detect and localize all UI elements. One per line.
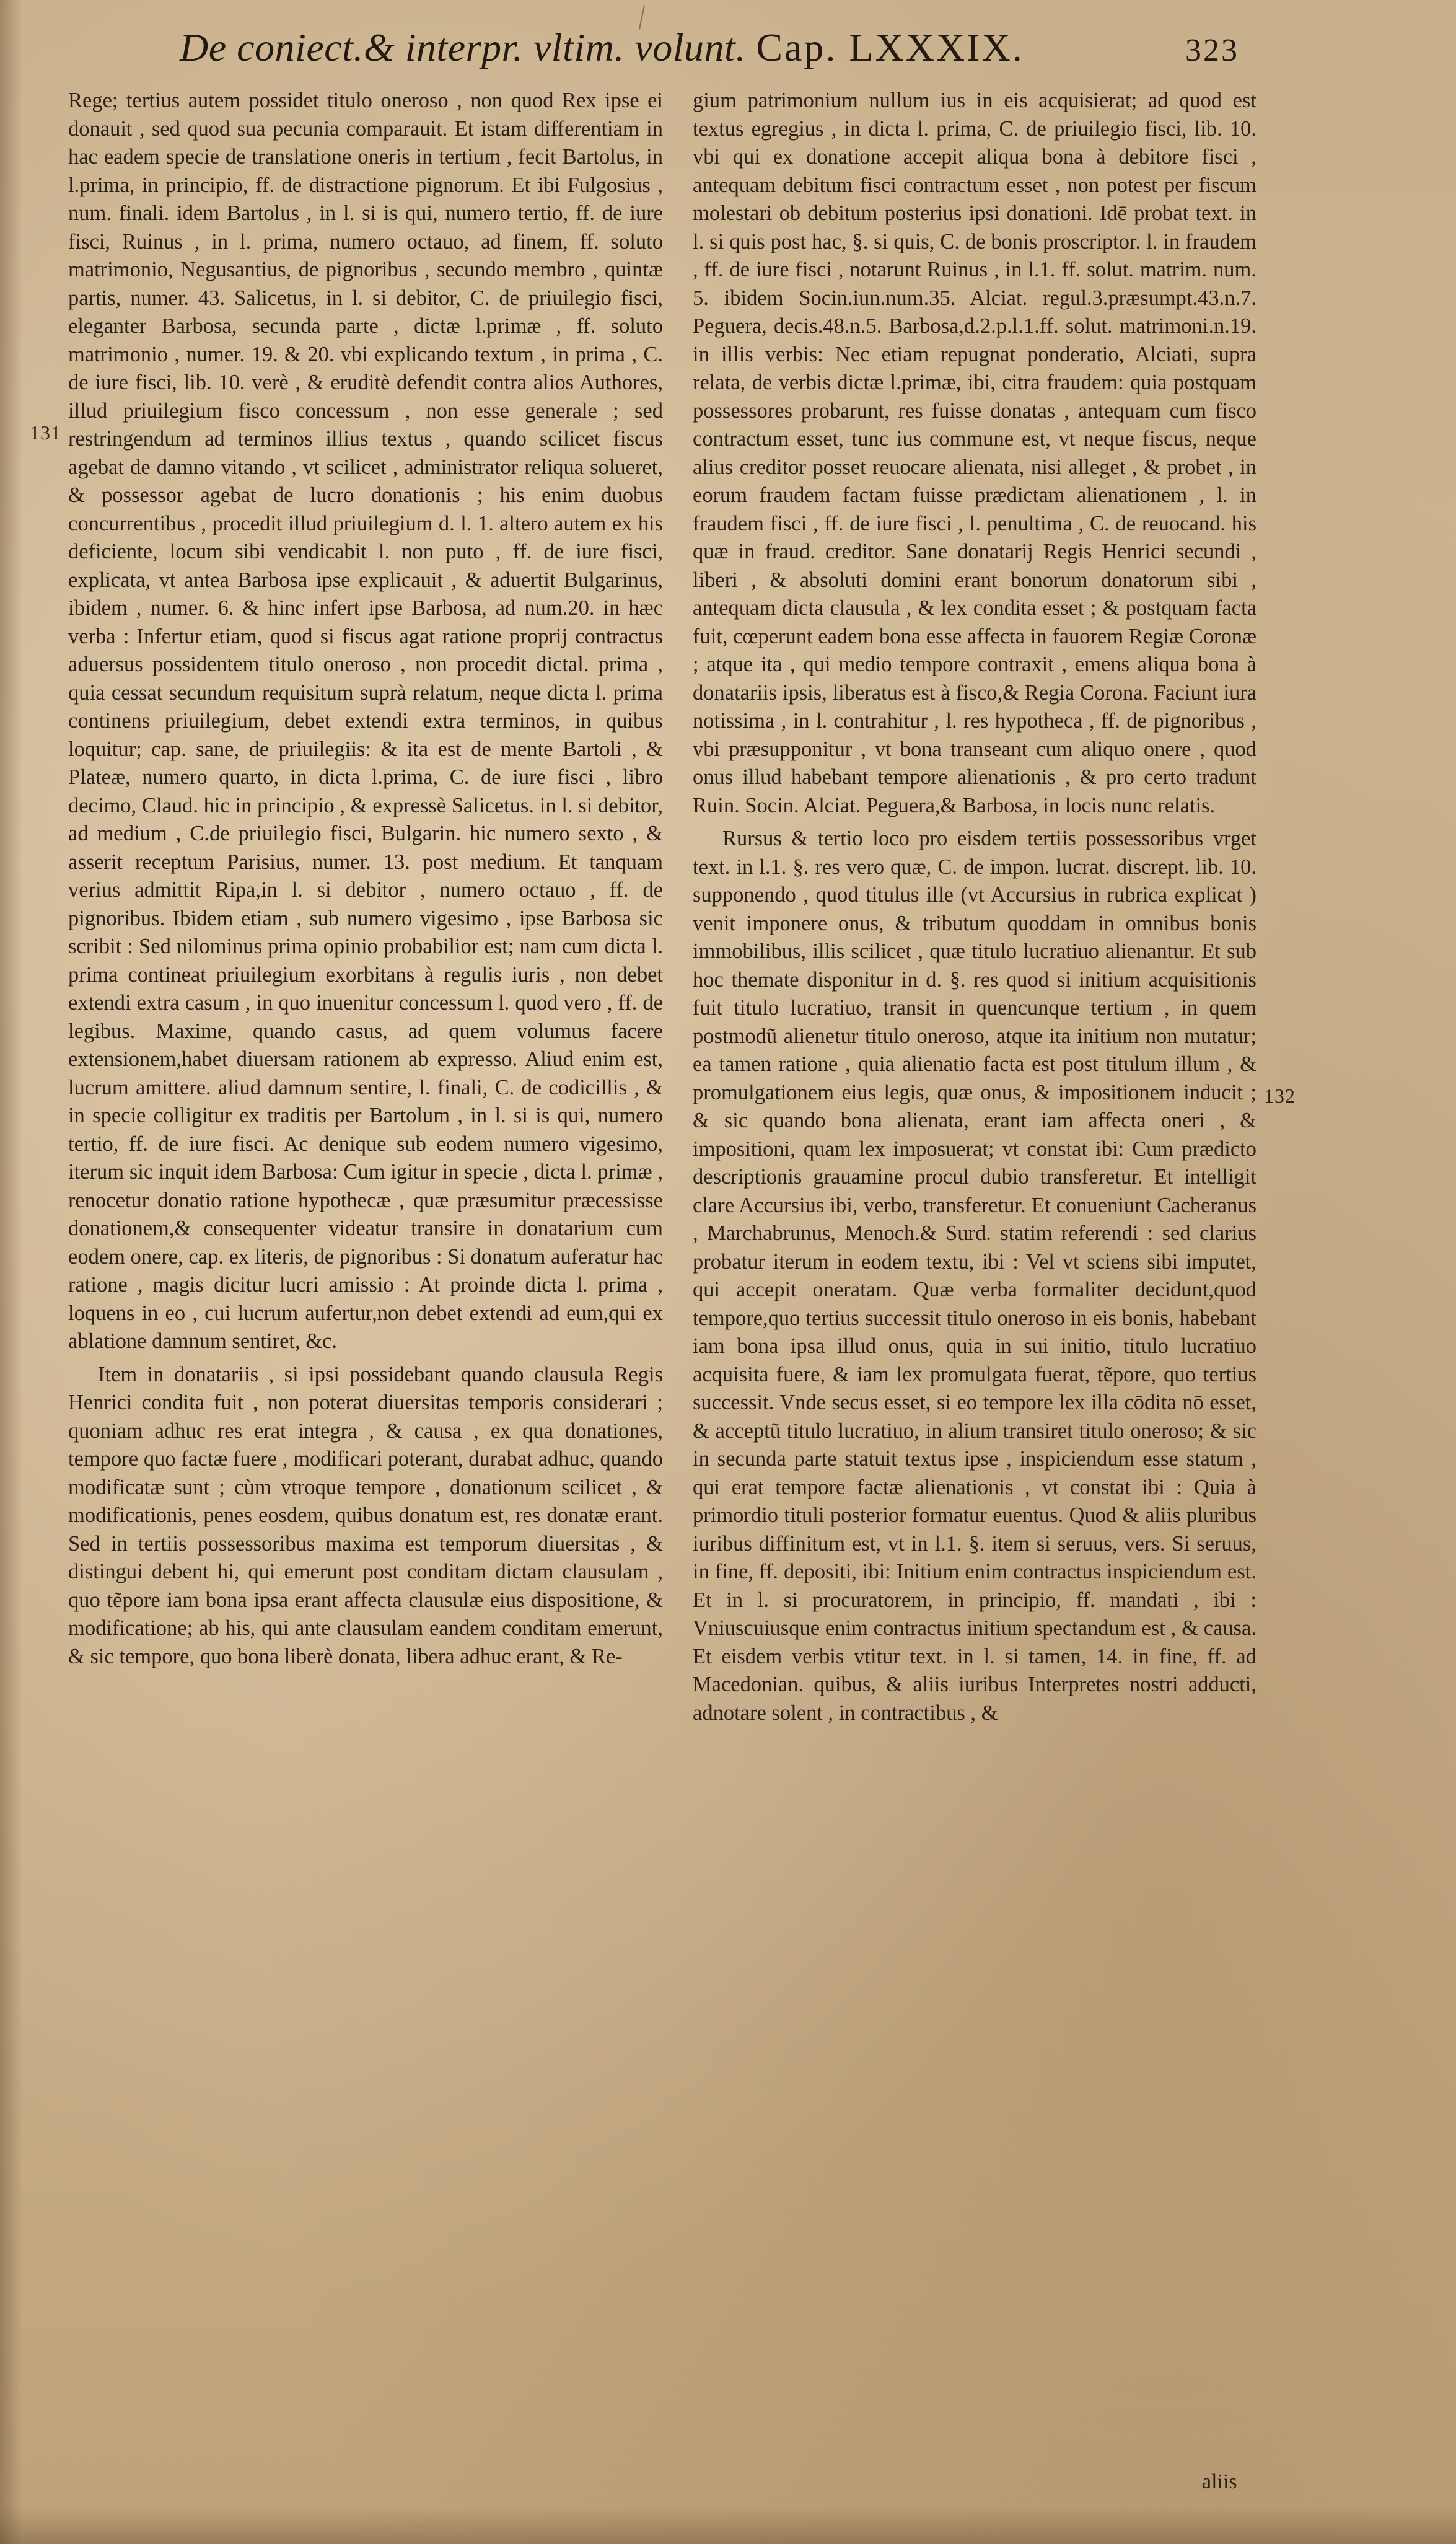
chapter-label: Cap. LXXXIX. [756, 25, 1024, 69]
paragraph: Item in donatariis , si ipsi possidebant quando clausula Regis Henrici condita fuit , non poterat diuersitas temporis considerari ; quoniam adhuc res erat integra , & causa , ex qua donationes, tempore quo factæ fuere , modificari poterant, durabat adhuc, quando modificatæ sunt ; cùm vtroque tempore , donationum scilicet , & modificationis, penes eosdem, quibus donatum est, res donatæ erant. Sed in tertiis possessoribus maxima est temporum diuersitas , & distingui debent hi, qui emerunt post conditam dictam clausulam , quo tẽpore iam bona ipsa erant affecta clausulæ eius dispositione, & modificatione; ab his, qui ante clausulam eandem conditam emerunt, & sic tempore, quo bona liberè donata, libera adhuc erant, & Re- [68, 1362, 663, 1668]
left-column [68, 87, 663, 1671]
page-number: 323 [1185, 33, 1239, 68]
page-edge-shadow [0, 0, 22, 2544]
catchword: aliis [1202, 2470, 1237, 2493]
margin-note-left: 131 [30, 421, 61, 444]
running-title-text: De coniect.& interpr. vltim. volunt. [180, 25, 746, 69]
running-header [180, 25, 1258, 87]
paragraph: Rursus & tertio loco pro eisdem tertiis possessoribus vrget text. in l.1. §. res vero quæ, C. de impon. lucrat. discrept. lib. 10. supponendo , quod titulus ille (vt Accursius in rubrica explicat ) venit imponere onus, & tributum quoddam in omnibus bonis immobilibus, illis scilicet , quæ titulo lucratiuo alienantur. Et sub hoc themate disponitur in d. §. res quod si initium acquisitionis fuit titulo lucratiuo, transit in quencunque tertium , in quem postmodũ alienetur titulo oneroso, atque ita initium non mutatur; ea tamen ratione , quia alienatio facta est post titulum illum , & promulgationem eius legis, quæ onus, & impositionem inducit ; & sic quando bona alienata, erant iam affecta oneri , & impositioni, quam lex imposuerat; vt constat ibi: Cum prædicto descriptionis grauamine procul dubio transferetur. Et intelligit clare Accursius ibi, verbo, transferetur. Et conueniunt Cacheranus , Marchabrunus, Menoch.& Surd. statim referendi : sed clarius probatur iterum in eodem textu, ibi : Vel vt sciens sibi imputet, qui accepit oneratam. Quæ verba formaliter decidunt,quod tempore,quo tertius successit titulo oneroso in eis bonis, habebant iam bona ipsa illud onus, quia in sui initio, titulo lucratiuo acquisita fuere, & iam lex promulgata fuerat, tẽpore, quo tertius successit. Vnde secus esset, si eo tempore lex illa cōdita nō esset, & acceptũ titulo lucratiuo, in alium transiret titulo oneroso; & sic in secunda parte statuit textus ipse , inspiciendum esse statum , qui erat tempore factæ alienationis , vt constat ibi : Quia à primordio tituli posterior formatur euentus. Quod & aliis pluribus iuribus diffinitum est, vt in l.1. §. item si seruus, vers. Si seruus, in fine, ff. depositi, ibi: Initium enim contractus inspiciendum est. Et in l. si procuratorem, in principio, ff. mandati , ibi : Vniuscuiusque enim contractus initium spectandum est , & causa. Et eisdem verbis vtitur text. in l. si tamen, 14. in fine, ff. ad Macedonian. quibus, & aliis iuribus Interpretes nostri adducti, adnotare solent , in contractibus , & [693, 827, 1256, 1725]
margin-note-right: 132 [1264, 1085, 1296, 1107]
running-title [180, 25, 1024, 71]
right-column [693, 87, 1256, 1727]
page-edge-shadow-bottom [0, 2507, 1456, 2544]
paragraph: gium patrimonium nullum ius in eis acquisierat; ad quod est textus egregius , in dicta l. prima, C. de priuilegio fisci, lib. 10. vbi qui ex donatione accepit aliqua bona à debitore fisci , antequam debitum fisci contractum esset , non potest per fiscum molestari ob debitum posterius ipsi donationi. Idē probat text. in l. si quis post hac, §. si quis, C. de bonis proscriptor. l. in fraudem , ff. de iure fisci , notarunt Ruinus , in l.1. ff. solut. matrim. num. 5. ibidem Socin.iun.num.35. Alciat. regul.3.præsumpt.43.n.7. Peguera, decis.48.n.5. Barbosa,d.2.p.l.1.ff. solut. matrimoni.n.19. in illis verbis: Nec etiam repugnat ponderatio, Alciati, supra relata, de verbis dictæ l.primæ, ibi, citra fraudem: quia postquam possessores probarunt, res fuisse donatas , antequam cum fisco contractum esset, tunc ius commune est, vt neque fiscus, neque alius creditor posset reuocare alienata, nisi alleget , & probet , in eorum fraudem factam fuisse prædictam alienationem , l. in fraudem fisci , ff. de iure fisci , l. penultima , C. de reuocand. his quæ in fraud. creditor. Sane donatarij Regis Henrici secundi , liberi , & absoluti domini erant bonorum donatorum sibi , antequam dicta clausula , & lex condita esset ; & postquam facta fuit, cœperunt eadem bona esse affecta in fauorem Regiæ Coronæ ; atque ita , qui medio tempore contraxit , emens aliqua bona à donatariis ipsis, liberatus est à fisco,& Regia Corona. Faciunt iura notissima , in l. contrahitur , l. res hypotheca , ff. de pignoribus , vbi præsupponitur , vt bona transeant cum aliquo onere , quod onus illud habebant tempore alienationis , & pro certo tradunt Ruin. Socin. Alciat. Peguera,& Barbosa, in locis nunc relatis. [693, 89, 1256, 817]
paragraph: Rege; tertius autem possidet titulo oneroso , non quod Rex ipse ei donauit , sed quod sua pecunia comparauit. Et istam differentiam in hac eadem specie de translatione oneris in tertium , fecit Bartolus, in l.prima, in principio, ff. de distractione pignorum. Et ibi Fulgosius , num. finali. idem Bartolus , in l. si is qui, numero tertio, ff. de iure fisci, Ruinus , in l. prima, numero octauo, ad finem, ff. soluto matrimonio, Negusantius, de pignoribus , secundo membro , quintæ partis, numer. 43. Salicetus, in l. si debitor, C. de priuilegio fisci, eleganter Barbosa, secunda parte , dictæ l.primæ , ff. soluto matrimonio , numer. 19. & 20. vbi explicando textum , in prima , C. de iure fisci, lib. 10. verè , & eruditè defendit contra alios Authores, illud priuilegium fisco concessum , non esse generale ; sed restringendum ad terminos illius textus , quando scilicet fiscus agebat de damno vitando , vt scilicet , administrator reliqua solueret, & possessor agebat de lucro donationis ; his enim duobus concurrentibus , procedit illud priuilegium d. l. 1. altero autem ex his deficiente, locum sibi vendicabit l. non puto , ff. de iure fisci, explicata, vt antea Barbosa ipse explicauit , & aduertit Bulgarinus, ibidem , numer. 6. & hinc infert ipse Barbosa, ad num.20. in hæc verba : Infertur etiam, quod si fiscus agat ratione proprij contractus aduersus possidentem titulo oneroso , non procedit dictal. prima , quia cessat secundum requisitum suprà relatum, neque dicta l. prima continens priuilegium, debet extendi extra terminos, in quibus loquitur; cap. sane, de priuilegiis: & ita est de mente Bartoli , & Plateæ, numero quarto, in dicta l.prima, C. de iure fisci , libro decimo, Claud. hic in principio , & expressè Salicetus. in l. si debitor, ad medium , C.de priuilegio fisci, Bulgarin. hic numero sexto , & asserit receptum Parisius, numer. 13. post medium. Et tanquam verius admittit Ripa,in l. si debitor , numero octauo , ff. de pignoribus. Ibidem etiam , sub numero vigesimo , ipse Barbosa sic scribit : Sed nilominus prima opinio probabilior est; nam cum dicta l. prima contineat priuilegium exorbitans à regulis iuris , non debet extendi extra casum , in quo inuenitur concessum l. quod vero , ff. de legibus. Maxime, quando casus, ad quem volumus facere extensionem,habet diuersam rationem ab expresso. Aliud enim est, lucrum amittere. aliud damnum sentire, l. finali, C. de codicillis , & in specie colligitur ex traditis per Bartolum , in l. si is qui, numero tertio, ff. de iure fisci. Ac denique sub eodem numero vigesimo, iterum sic inquit idem Barbosa: Cum igitur in specie , dicta l. primæ , renocetur donatio ratione hypothecæ , quæ præsumitur præcessisse donationem,& consequenter videatur transire in donatarium cum eodem onere, cap. ex literis, de pignoribus : Si donatum auferatur hac ratione , magis dicitur lucri amissio : At proinde dicta l. prima , loquens in eo , cui lucrum aufertur,non debet extendi ad eum,qui ex ablatione damnum sentiret, &c. [68, 89, 663, 1353]
